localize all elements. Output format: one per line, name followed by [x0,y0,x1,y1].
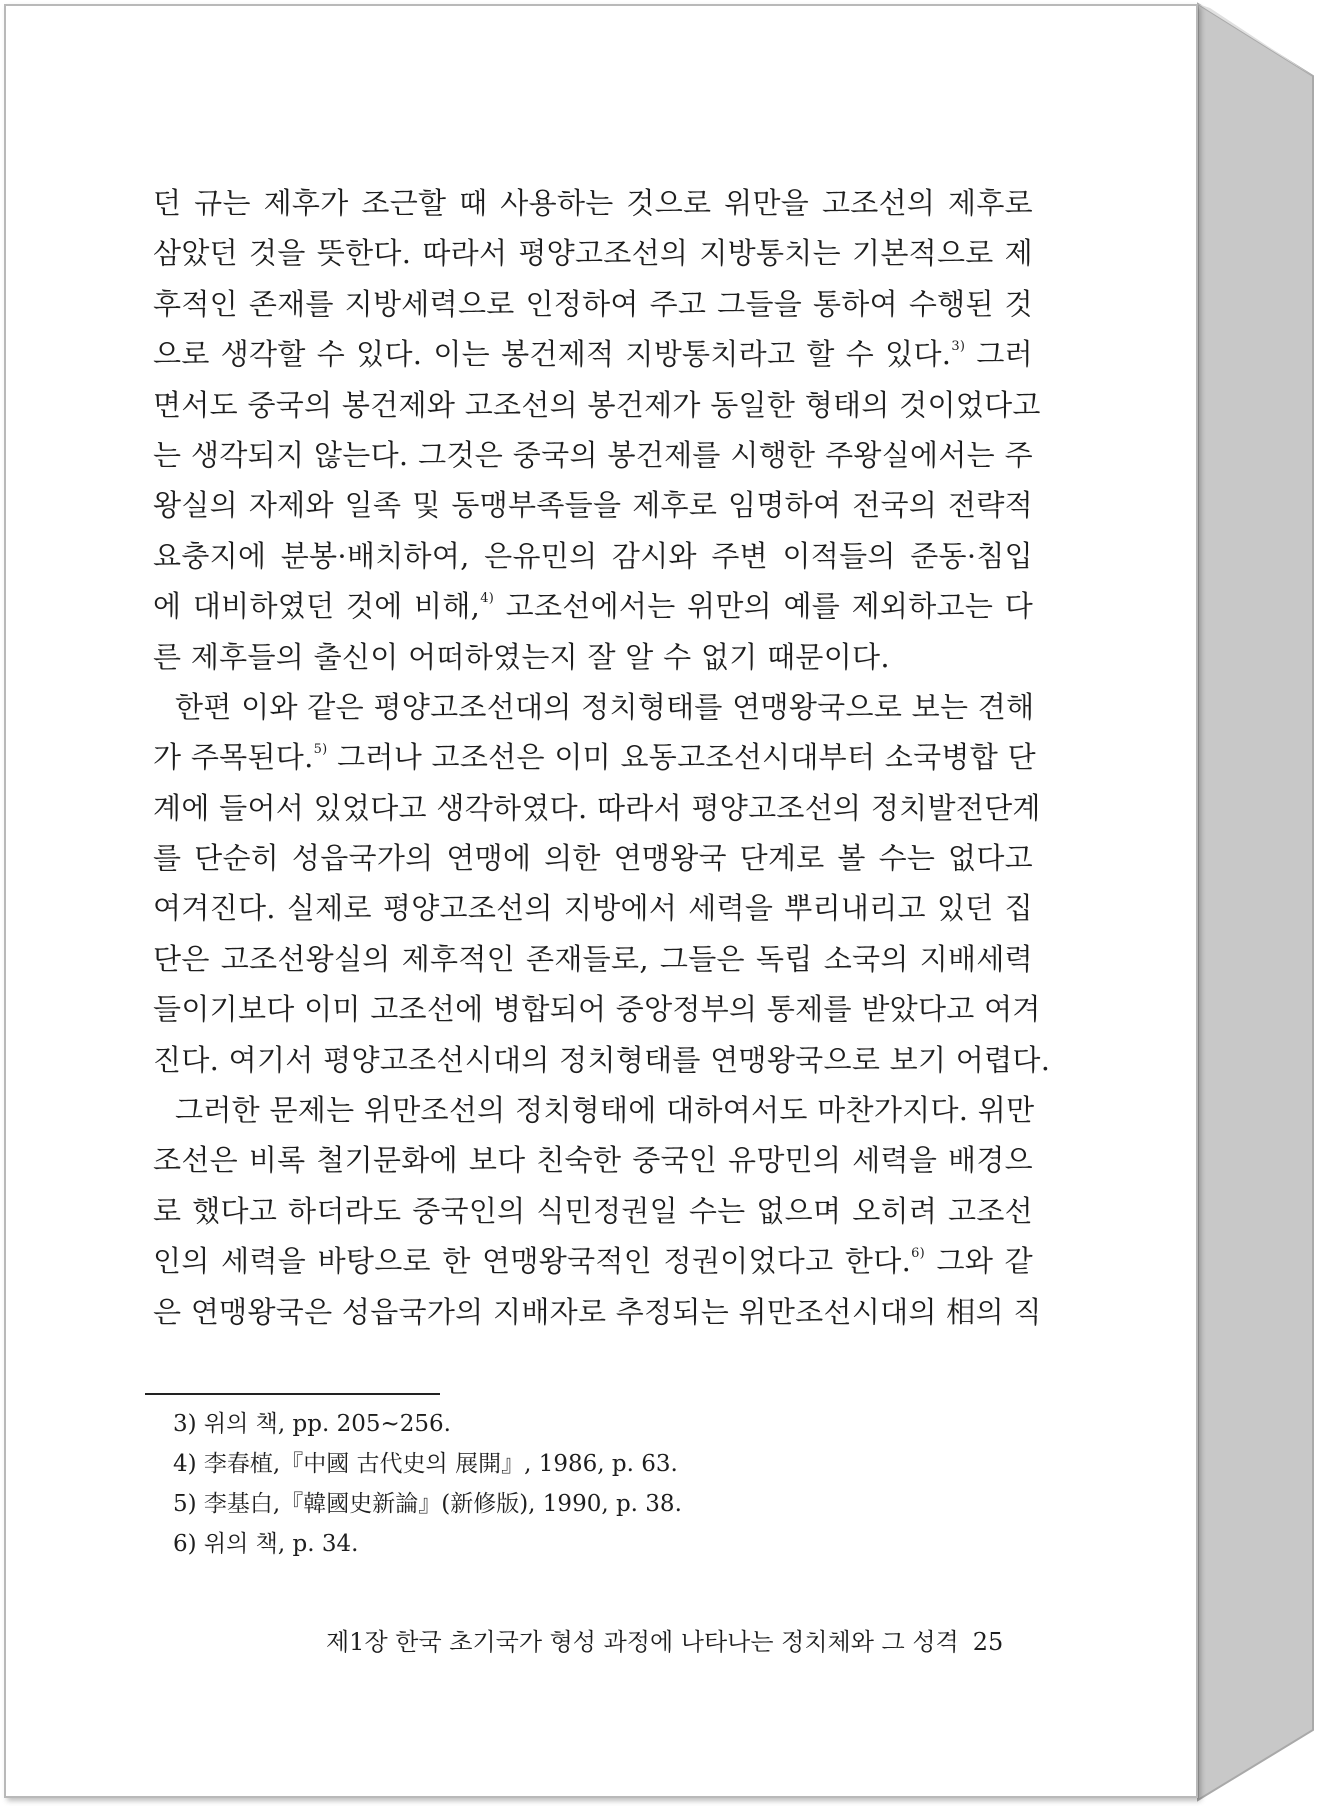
line-text: 던 규는 제후가 조근할 때 사용하는 것으로 위만을 고조선의 제후로 [153,186,1033,220]
text-line [153,883,1033,933]
text-line [153,783,1041,833]
line-text: 가 주목된다. [153,740,314,775]
footnote-item: 6) 위의 책, p. 34. [173,1531,359,1557]
line-text: 한편 이와 같은 평양고조선대의 정치형태를 연맹왕국으로 보는 견해 [175,689,1035,724]
text-line [153,178,1033,228]
line-text-continued: 고조선에서는 위만의 예를 제외하고는 다 [494,589,1034,624]
text-line [153,934,1033,984]
text-line [153,430,1033,480]
line-text: 에 대비하였던 것에 비해, [153,589,481,624]
text-line [153,1236,1033,1286]
text-line [153,1186,1033,1236]
line-text: 왕실의 자제와 일족 및 동맹부족들을 제후로 임명하여 전국의 전략적 [153,488,1033,523]
line-text: 들이기보다 이미 고조선에 병합되어 중앙정부의 통제를 받았다고 여겨 [153,992,1041,1027]
line-text: 른 제후들의 출신이 어떠하였는지 잘 알 수 없기 때문이다. [153,639,890,674]
footnote-ref: 5) [313,742,328,758]
line-text: 계에 들어서 있었다고 생각하였다. 따라서 평양고조선의 정치발전단계 [153,790,1041,825]
text-line [153,833,1033,883]
text-line [153,329,1033,379]
line-text: 삼았던 것을 뜻한다. 따라서 평양고조선의 지방통치는 기본적으로 제 [153,236,1033,271]
chapter-title: 제1장 한국 초기국가 형성 과정에 나타나는 정치체와 그 성격 [326,1628,959,1656]
line-text-continued: 그러 [965,337,1033,372]
text-line [153,380,1041,430]
line-text: 인의 세력을 바탕으로 한 연맹왕국적인 정권이었다고 한다. [153,1244,912,1279]
text-line [153,581,1033,631]
line-text: 은 연맹왕국은 성읍국가의 지배자로 추정되는 위만조선시대의 相의 직 [153,1294,1042,1329]
text-line [153,1085,1033,1135]
line-text: 단은 고조선왕실의 제후적인 존재들로, 그들은 독립 소국의 지배세력 [153,941,1033,976]
line-text: 로 했다고 하더라도 중국인의 식민정권일 수는 없으며 오히려 고조선 [153,1193,1033,1228]
text-line [153,682,1033,732]
line-text: 요충지에 분봉·배치하여, 은유민의 감시와 주변 이적들의 준동·침입 [153,538,1033,573]
body-text [153,178,1051,1337]
text-line [153,228,1033,278]
text-line [153,1035,1051,1085]
footnote-item: 4) 李春植,『中國 古代史의 展開』, 1986, p. 63. [173,1451,678,1477]
line-text: 진다. 여기서 평양고조선시대의 정치형태를 연맹왕국으로 보기 어렵다. [153,1042,1051,1077]
line-text-continued: 그와 같 [925,1244,1033,1279]
text-line [153,480,1033,530]
text-line [153,279,1033,329]
footnote-ref: 4) [480,591,495,607]
line-text: 조선은 비록 철기문화에 보다 친숙한 중국인 유망민의 세력을 배경으 [153,1143,1033,1178]
footnote-divider [145,1393,440,1395]
text-line [153,732,1036,782]
line-text: 를 단순히 성읍국가의 연맹에 의한 연맹왕국 단계로 볼 수는 없다고 [153,841,1033,876]
footnote-item: 3) 위의 책, pp. 205~256. [173,1411,451,1437]
footnotes [173,1404,933,1564]
book-page [4,4,1198,1798]
text-line [153,632,1033,682]
text-line [153,1135,1033,1185]
line-text: 여겨진다. 실제로 평양고조선의 지방에서 세력을 뿌리내리고 있던 집 [153,891,1033,926]
text-line [153,531,1033,581]
footnote-item: 5) 李基白,『韓國史新論』(新修版), 1990, p. 38. [173,1491,682,1517]
text-line [153,984,1041,1034]
page-number: 25 [972,1628,1004,1656]
footnote-ref: 3) [951,339,966,355]
line-text-continued: 그러나 고조선은 이미 요동고조선시대부터 소국병합 단 [327,740,1036,775]
line-text: 면서도 중국의 봉건제와 고조선의 봉건제가 동일한 형태의 것이었다고 [153,387,1041,422]
line-text: 는 생각되지 않는다. 그것은 중국의 봉건제를 시행한 주왕실에서는 주 [153,437,1033,472]
line-text: 그러한 문제는 위만조선의 정치형태에 대하여서도 마찬가지다. 위만 [175,1093,1035,1128]
line-text: 후적인 존재를 지방세력으로 인정하여 주고 그들을 통하여 수행된 것 [153,286,1033,321]
line-text: 으로 생각할 수 있다. 이는 봉건제적 지방통치라고 할 수 있다. [153,337,952,372]
text-line [153,1287,1042,1337]
running-footer [326,1622,1026,1657]
footnote-ref: 6) [911,1246,926,1262]
